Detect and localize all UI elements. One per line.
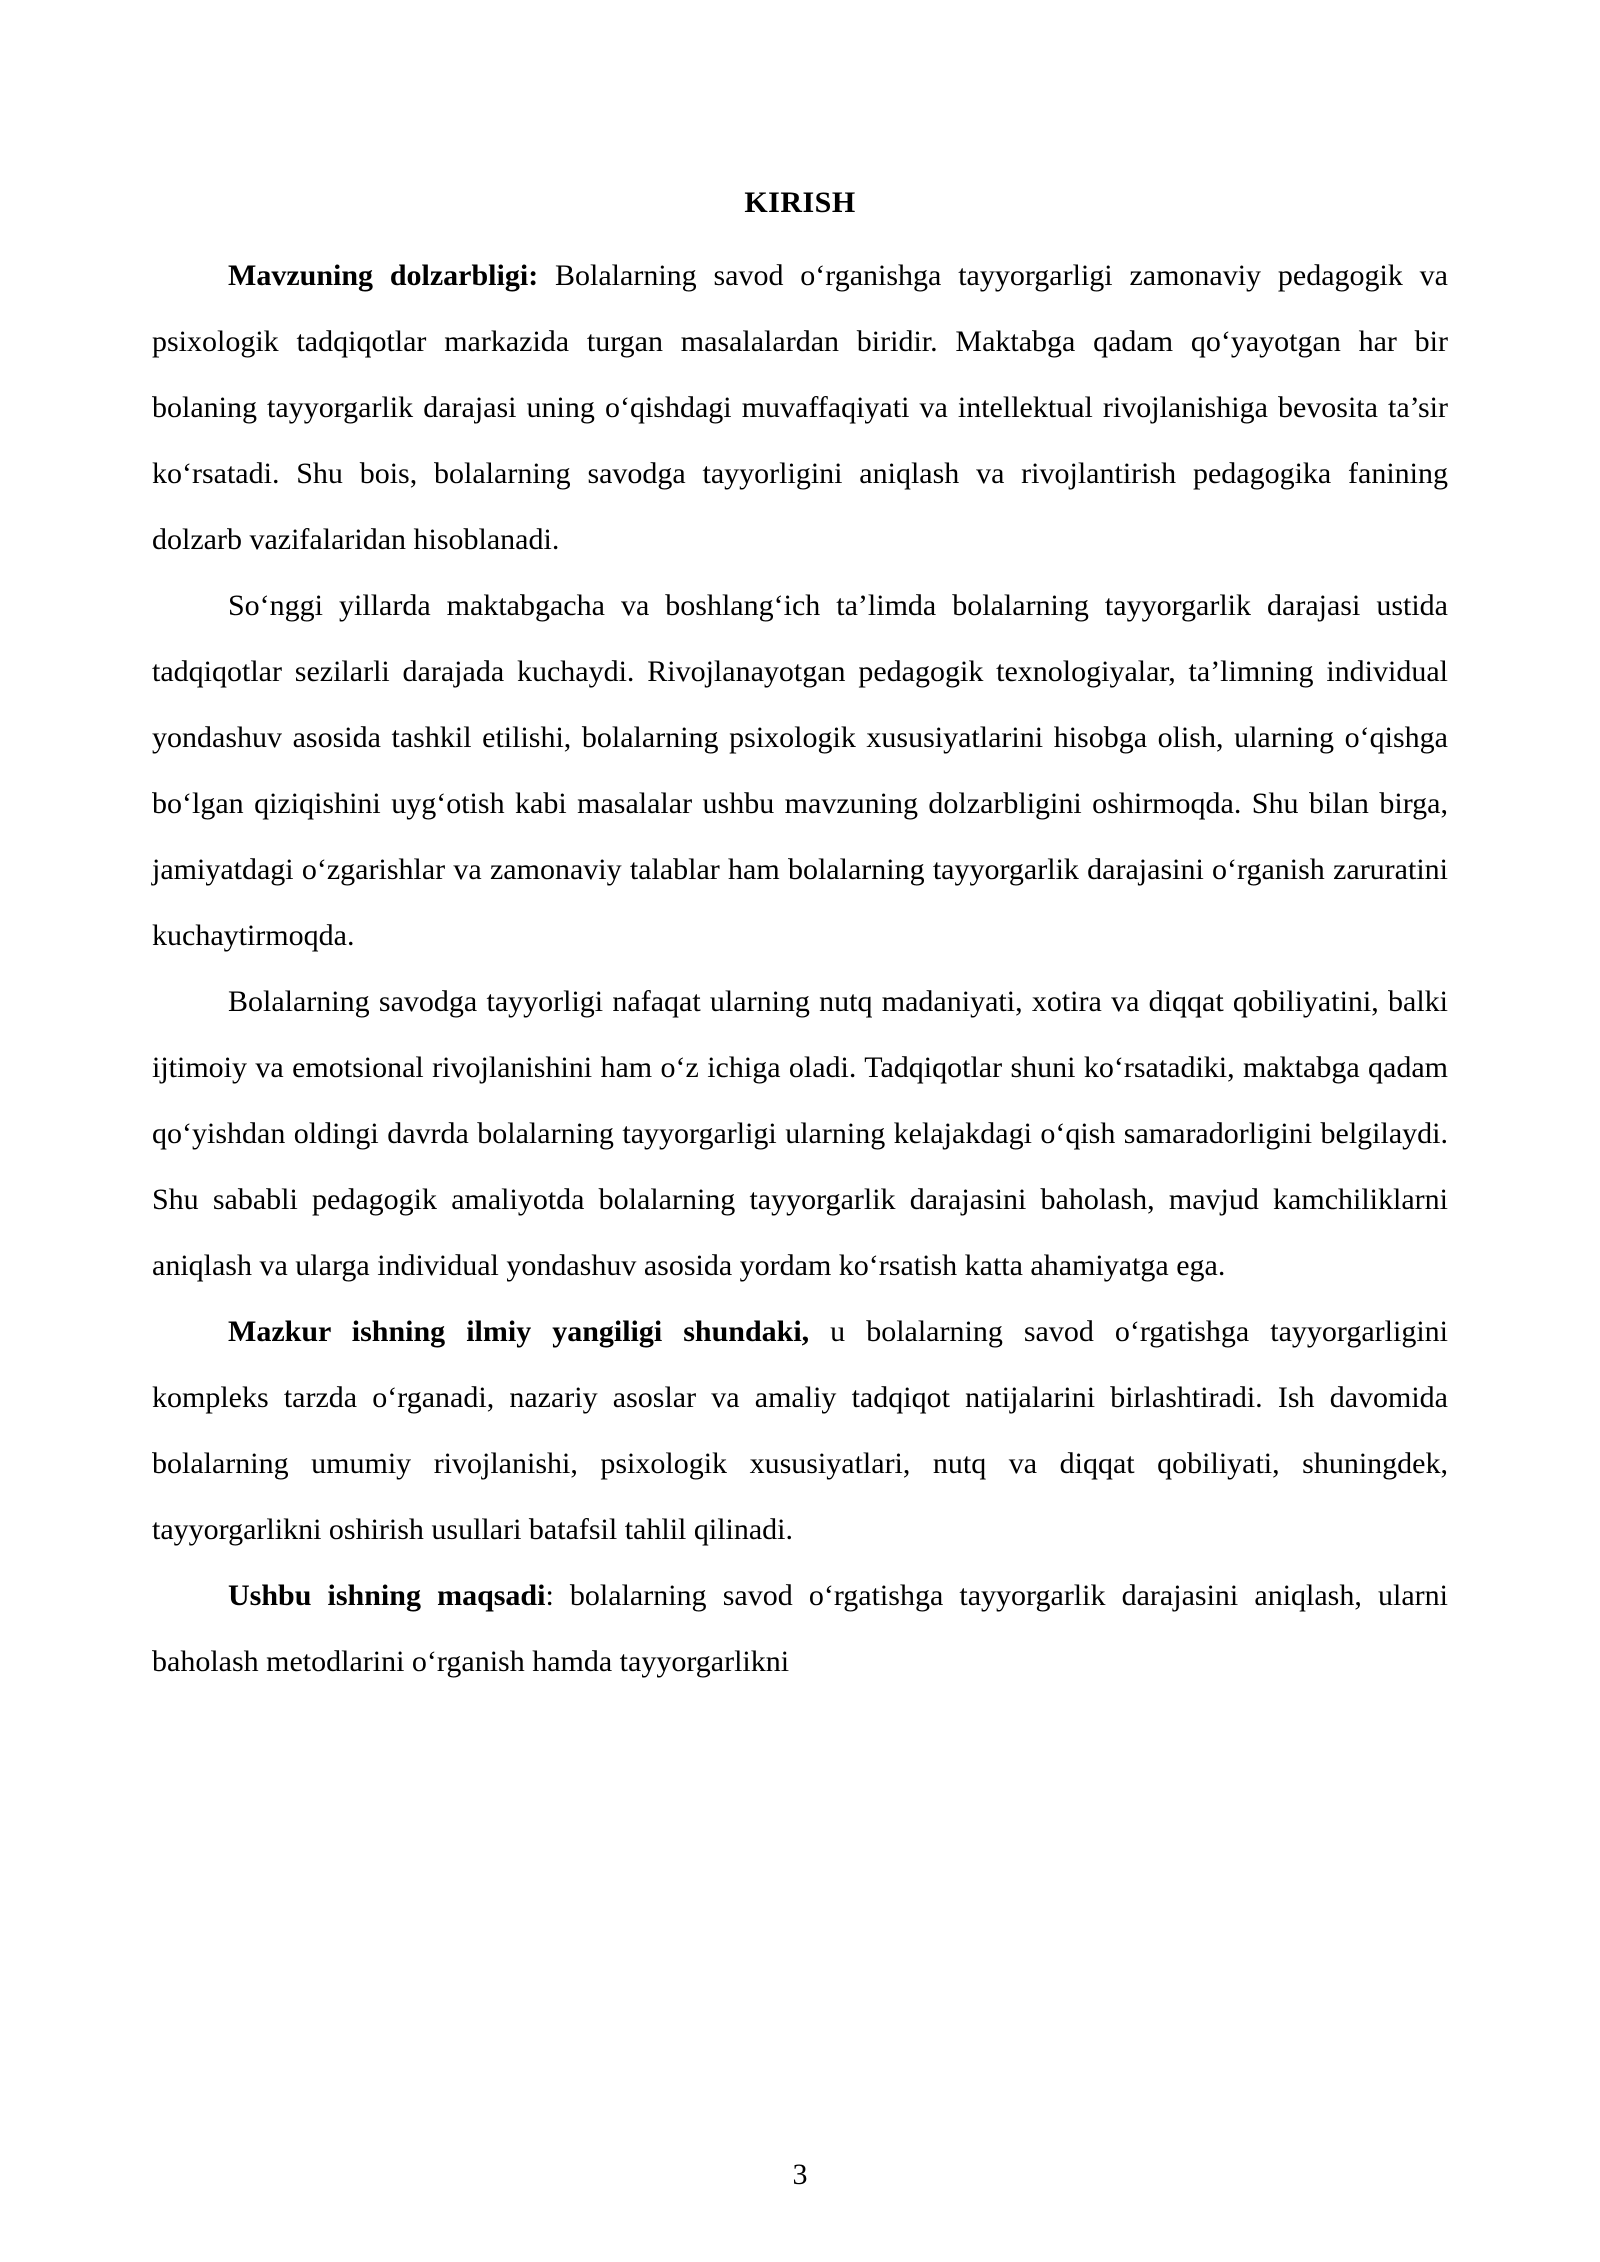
paragraph-5-text: : bolalarning savod o‘rgatishga tayyorgarlik darajasini aniqlash, ularni baholash metodlarini o‘rganish hamda tayyorgarlikni — [152, 1579, 1448, 1678]
paragraph-1-lead: Mavzuning dolzarbligi: — [228, 259, 539, 292]
page-number: 3 — [792, 2158, 808, 2191]
paragraph-1 — [152, 243, 1448, 573]
paragraph-4-text: u bolalarning savod o‘rgatishga tayyorgarligini kompleks tarzda o‘rganadi, nazariy asoslar va amaliy tadqiqot natijalarini birlashtiradi. Ish davomida bolalarning umumiy rivojlanishi, psixologik xususiyatlari, nutq va diqqat qobiliyati, shuningdek, tayyorgarlikni oshirish usullari batafsil tahlil qilinadi. — [152, 1315, 1448, 1546]
paragraph-2 — [152, 573, 1448, 969]
paragraph-3 — [152, 969, 1448, 1299]
paragraph-5-lead: Ushbu ishning maqsadi — [228, 1579, 546, 1612]
paragraph-3-text: Bolalarning savodga tayyorligi nafaqat ularning nutq madaniyati, xotira va diqqat qobiliyatini, balki ijtimoiy va emotsional rivojlanishini ham o‘z ichiga oladi. Tadqiqotlar shuni ko‘rsatadiki, maktabga qadam qo‘yishdan oldingi davrda bolalarning tayyorgarligi ularning kelajakdagi o‘qish samaradorligini belgilaydi. Shu sababli pedagogik amaliyotda bolalarning tayyorgarlik darajasini baholash, mavjud kamchiliklarni aniqlash va ularga individual yondashuv asosida yordam ko‘rsatish katta ahamiyatga ega. — [152, 985, 1448, 1282]
paragraph-1-text: Bolalarning savod o‘rganishga tayyorgarligi zamonaviy pedagogik va psixologik tadqiqotlar markazida turgan masalalardan biridir. Maktabga qadam qo‘yayotgan har bir bolaning tayyorgarlik darajasi uning o‘qishdagi muvaffaqiyati va intellektual rivojlanishiga bevosita ta’sir ko‘rsatadi. Shu bois, bolalarning savodga tayyorligini aniqlash va rivojlantirish pedagogika fanining dolzarb vazifalaridan hisoblanadi. — [152, 259, 1448, 556]
document-body — [152, 185, 1448, 1695]
paragraph-4 — [152, 1299, 1448, 1563]
page-title: KIRISH — [744, 186, 856, 219]
paragraph-5 — [152, 1563, 1448, 1695]
paragraph-2-text: So‘nggi yillarda maktabgacha va boshlang‘ich ta’limda bolalarning tayyorgarlik darajasi ustida tadqiqotlar sezilarli darajada kuchaydi. Rivojlanayotgan pedagogik texnologiyalar, ta’limning individual yondashuv asosida tashkil etilishi, bolalarning psixologik xususiyatlarini hisobga olish, ularning o‘qishga bo‘lgan qiziqishini uyg‘otish kabi masalalar ushbu mavzuning dolzarbligini oshirmoqda. Shu bilan birga, jamiyatdagi o‘zgarishlar va zamonaviy talablar ham bolalarning tayyorgarlik darajasini o‘rganish zaruratini kuchaytirmoqda. — [152, 589, 1448, 952]
paragraph-4-lead: Mazkur ishning ilmiy yangiligi shundaki, — [228, 1315, 810, 1348]
